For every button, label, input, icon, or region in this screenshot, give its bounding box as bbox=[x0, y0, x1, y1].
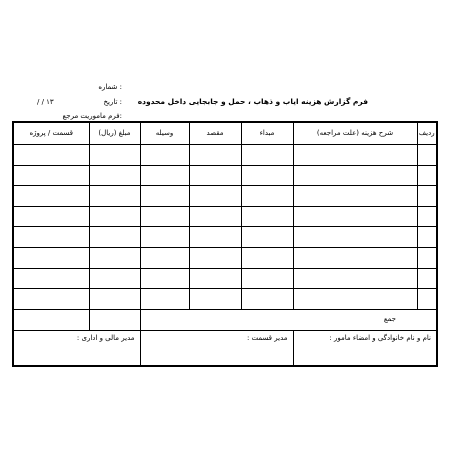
table-cell[interactable] bbox=[189, 247, 241, 268]
table-row bbox=[13, 227, 437, 248]
total-label: جمع bbox=[140, 309, 437, 330]
table-row bbox=[13, 289, 437, 310]
table-cell[interactable] bbox=[13, 186, 89, 207]
table-header-row bbox=[13, 122, 437, 145]
column-header: ردیف bbox=[417, 122, 437, 145]
table-cell[interactable] bbox=[89, 268, 140, 289]
table-cell[interactable] bbox=[293, 145, 417, 166]
table-cell[interactable] bbox=[140, 206, 189, 227]
table-cell[interactable] bbox=[293, 165, 417, 186]
table-row bbox=[13, 247, 437, 268]
page-title: فرم گزارش هزینه ایاب و ذهاب ، حمل و جابجایی داخل محدوده bbox=[137, 97, 368, 106]
table-cell[interactable] bbox=[189, 227, 241, 248]
table-cell[interactable] bbox=[293, 247, 417, 268]
table-cell[interactable] bbox=[241, 145, 293, 166]
table-cell[interactable] bbox=[417, 247, 437, 268]
table-cell[interactable] bbox=[293, 268, 417, 289]
column-header: شرح هزینه (علت مراجعه) bbox=[293, 122, 417, 145]
table-cell[interactable] bbox=[241, 206, 293, 227]
table-cell[interactable] bbox=[13, 206, 89, 227]
table-row bbox=[13, 268, 437, 289]
table-cell[interactable] bbox=[417, 227, 437, 248]
table-cell[interactable] bbox=[293, 227, 417, 248]
table-cell[interactable] bbox=[89, 247, 140, 268]
table-cell[interactable] bbox=[13, 289, 89, 310]
table-cell[interactable] bbox=[417, 268, 437, 289]
column-header: قسمت / پروژه bbox=[13, 122, 89, 145]
table-cell[interactable] bbox=[89, 186, 140, 207]
table-cell[interactable] bbox=[417, 186, 437, 207]
table-cell[interactable] bbox=[89, 289, 140, 310]
finance-manager-field[interactable]: مدیر مالی و اداری : bbox=[13, 330, 140, 366]
table-cell[interactable] bbox=[417, 165, 437, 186]
table-cell[interactable] bbox=[189, 186, 241, 207]
table-cell[interactable] bbox=[417, 289, 437, 310]
table-cell[interactable] bbox=[241, 247, 293, 268]
table-cell[interactable] bbox=[89, 165, 140, 186]
section-manager-field[interactable]: مدیر قسمت : bbox=[140, 330, 293, 366]
mission-form-label: فرم ماموریت مرجع: bbox=[62, 112, 122, 120]
table-cell[interactable] bbox=[241, 227, 293, 248]
table-cell[interactable] bbox=[140, 186, 189, 207]
table-cell[interactable] bbox=[241, 289, 293, 310]
number-label: شماره : bbox=[98, 83, 122, 91]
table-cell[interactable] bbox=[241, 165, 293, 186]
table-row bbox=[13, 186, 437, 207]
table-cell[interactable] bbox=[189, 206, 241, 227]
table-cell[interactable] bbox=[293, 186, 417, 207]
table-cell[interactable] bbox=[13, 268, 89, 289]
table-cell[interactable] bbox=[140, 227, 189, 248]
table-cell[interactable] bbox=[140, 268, 189, 289]
table-cell[interactable] bbox=[241, 268, 293, 289]
table-cell[interactable] bbox=[13, 247, 89, 268]
table-cell[interactable] bbox=[140, 145, 189, 166]
expense-table bbox=[12, 121, 438, 367]
table-cell[interactable] bbox=[89, 206, 140, 227]
table-cell[interactable] bbox=[189, 145, 241, 166]
table-cell[interactable] bbox=[417, 145, 437, 166]
date-label: تاریخ : bbox=[103, 98, 122, 106]
table-cell[interactable] bbox=[89, 227, 140, 248]
total-row bbox=[13, 309, 437, 330]
table-cell[interactable] bbox=[293, 206, 417, 227]
total-amount-cell[interactable] bbox=[89, 309, 140, 330]
table-cell[interactable] bbox=[13, 165, 89, 186]
table-cell[interactable] bbox=[13, 227, 89, 248]
table-cell[interactable] bbox=[89, 145, 140, 166]
table-cell[interactable] bbox=[140, 247, 189, 268]
table-cell[interactable] bbox=[189, 268, 241, 289]
table-cell[interactable] bbox=[189, 289, 241, 310]
table-row bbox=[13, 145, 437, 166]
table-cell[interactable] bbox=[13, 145, 89, 166]
table-cell[interactable] bbox=[293, 289, 417, 310]
date-value: / / ۱۳ bbox=[37, 98, 54, 106]
table-cell[interactable] bbox=[241, 186, 293, 207]
column-header: وسیله bbox=[140, 122, 189, 145]
table-cell[interactable] bbox=[417, 206, 437, 227]
column-header: مبداء bbox=[241, 122, 293, 145]
table-row bbox=[13, 165, 437, 186]
total-empty-cell bbox=[13, 309, 89, 330]
table-cell[interactable] bbox=[140, 165, 189, 186]
table-cell[interactable] bbox=[189, 165, 241, 186]
table-row bbox=[13, 206, 437, 227]
column-header: مقصد bbox=[189, 122, 241, 145]
column-header: مبلغ (ریال) bbox=[89, 122, 140, 145]
table-cell[interactable] bbox=[140, 289, 189, 310]
employee-signature-field[interactable]: نام و نام خانوادگی و امضاء مامور : bbox=[293, 330, 437, 366]
signature-row bbox=[13, 330, 437, 366]
